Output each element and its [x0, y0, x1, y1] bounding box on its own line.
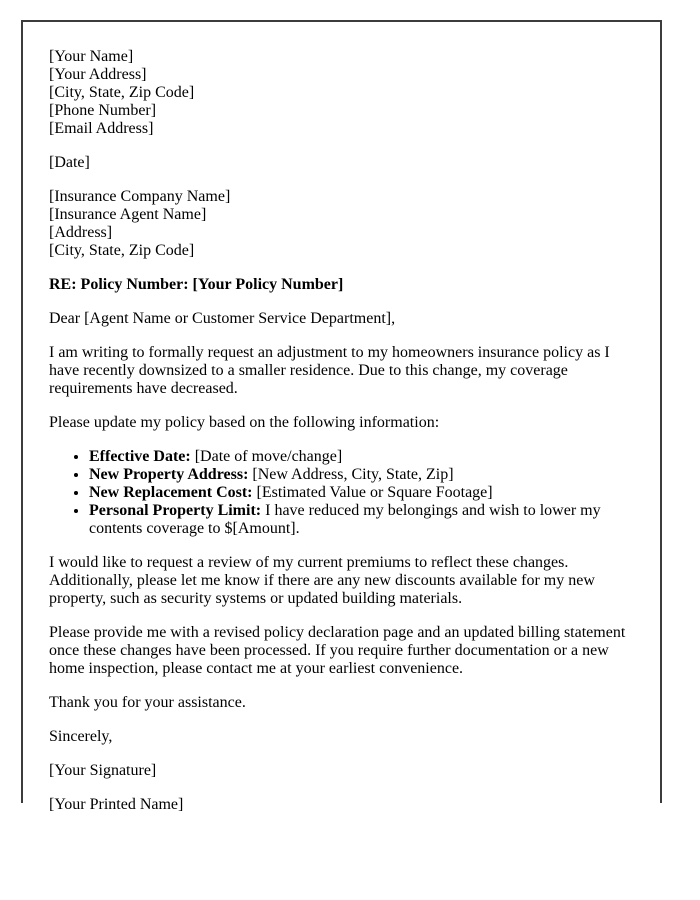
list-item-new-property-address [89, 466, 634, 484]
recipient-company: [Insurance Company Name] [49, 188, 231, 205]
paragraph-thanks: Thank you for your assistance. [49, 694, 246, 711]
list-item-effective-date [89, 448, 634, 466]
policy-update-list [49, 448, 634, 538]
list-item-value: [Estimated Value or Square Footage] [252, 484, 493, 501]
printed-name-placeholder: [Your Printed Name] [49, 796, 184, 813]
paragraph-update-request: Please update my policy based on the following information: [49, 414, 440, 431]
list-item-value: [New Address, City, State, Zip] [248, 466, 454, 483]
closing: Sincerely, [49, 728, 113, 745]
recipient-address: [Address] [49, 224, 113, 241]
recipient-agent: [Insurance Agent Name] [49, 206, 207, 223]
list-item-personal-property-limit [89, 502, 634, 538]
list-item-value: [Date of move/change] [190, 448, 343, 465]
subject-line: RE: Policy Number: [Your Policy Number] [49, 276, 344, 293]
list-item-label: Personal Property Limit: [89, 502, 262, 519]
recipient-address-block [49, 188, 634, 260]
paragraph-premium-review: I would like to request a review of my current premiums to reflect these changes. Additionally, please let me know if there are any new discounts available for my new property, such as security systems or updated building materials. [49, 554, 595, 607]
letter-document [21, 20, 662, 813]
list-item-label: New Property Address: [89, 466, 249, 483]
list-item-label: New Replacement Cost: [89, 484, 253, 501]
paragraph-intro: I am writing to formally request an adjustment to my homeowners insurance policy as I have recently downsized to a smaller residence. Due to this change, my coverage requirements have decreased. [49, 344, 610, 397]
list-item-new-replacement-cost [89, 484, 634, 502]
list-item-value: I have reduced my belongings and wish to lower my contents coverage to $[Amount]. [89, 502, 601, 537]
list-item-label: Effective Date: [89, 448, 191, 465]
recipient-city-state-zip: [City, State, Zip Code] [49, 242, 195, 259]
sender-name: [Your Name] [49, 48, 134, 65]
sender-email: [Email Address] [49, 120, 154, 137]
sender-phone: [Phone Number] [49, 102, 157, 119]
sender-city-state-zip: [City, State, Zip Code] [49, 84, 195, 101]
letter-date: [Date] [49, 154, 90, 171]
sender-address: [Your Address] [49, 66, 147, 83]
paragraph-documents-request: Please provide me with a revised policy declaration page and an updated billing statement once these changes have been processed. If you require further documentation or a new home inspection, please contact me at your earliest convenience. [49, 624, 626, 677]
signature-placeholder: [Your Signature] [49, 762, 157, 779]
sender-address-block [49, 48, 634, 138]
salutation: Dear [Agent Name or Customer Service Department], [49, 310, 396, 327]
